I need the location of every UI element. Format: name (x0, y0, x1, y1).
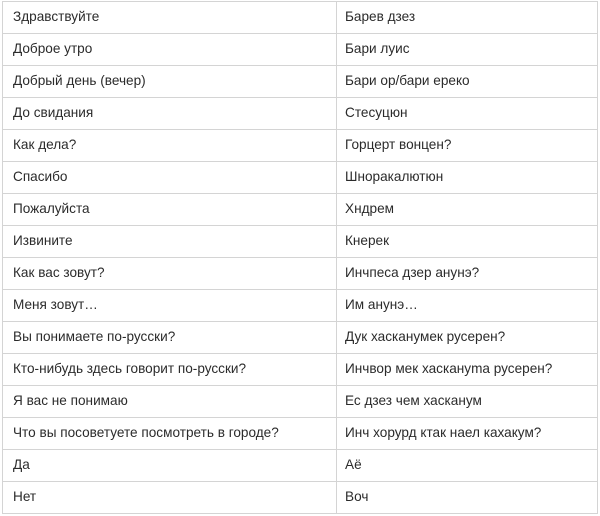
armenian-phrase-cell: Бари луис (337, 34, 598, 66)
table-row (3, 290, 598, 322)
russian-phrase-cell: Как дела? (3, 130, 337, 162)
russian-phrase-cell: Доброе утро (3, 34, 337, 66)
russian-phrase-cell: Да (3, 450, 337, 482)
table-row (3, 322, 598, 354)
russian-phrase-cell: Пожалуйста (3, 194, 337, 226)
russian-phrase-cell: Кто-нибудь здесь говорит по-русски? (3, 354, 337, 386)
russian-phrase-cell: Спасибо (3, 162, 337, 194)
table-row (3, 354, 598, 386)
russian-phrase-cell: Как вас зовут? (3, 258, 337, 290)
phrase-table (2, 1, 598, 514)
table-row (3, 162, 598, 194)
table-row (3, 386, 598, 418)
armenian-phrase-cell: Дук хасканумек русерен? (337, 322, 598, 354)
russian-phrase-cell: Что вы посоветуете посмотреть в городе? (3, 418, 337, 450)
russian-phrase-cell: До свидания (3, 98, 337, 130)
phrase-table-body (3, 2, 598, 514)
table-row (3, 98, 598, 130)
russian-phrase-cell: Здравствуйте (3, 2, 337, 34)
armenian-phrase-cell: Инчвор мек хаскануma русерен? (337, 354, 598, 386)
table-row (3, 482, 598, 514)
armenian-phrase-cell: Барев дзез (337, 2, 598, 34)
russian-phrase-cell: Извините (3, 226, 337, 258)
armenian-phrase-cell: Хндрем (337, 194, 598, 226)
table-row (3, 258, 598, 290)
russian-phrase-cell: Я вас не понимаю (3, 386, 337, 418)
table-row (3, 194, 598, 226)
armenian-phrase-cell: Кнерек (337, 226, 598, 258)
table-row (3, 130, 598, 162)
armenian-phrase-cell: Им анунэ… (337, 290, 598, 322)
armenian-phrase-cell: Ес дзез чем хасканум (337, 386, 598, 418)
armenian-phrase-cell: Воч (337, 482, 598, 514)
armenian-phrase-cell: Бари ор/бари ереко (337, 66, 598, 98)
armenian-phrase-cell: Шноракалютюн (337, 162, 598, 194)
armenian-phrase-cell: Инч хорурд ктак наел кахакум? (337, 418, 598, 450)
table-row (3, 450, 598, 482)
russian-phrase-cell: Добрый день (вечер) (3, 66, 337, 98)
russian-phrase-cell: Вы понимаете по-русски? (3, 322, 337, 354)
armenian-phrase-cell: Аё (337, 450, 598, 482)
table-row (3, 34, 598, 66)
table-row (3, 66, 598, 98)
table-row (3, 418, 598, 450)
armenian-phrase-cell: Стесуцюн (337, 98, 598, 130)
armenian-phrase-cell: Горцерт вонцен? (337, 130, 598, 162)
russian-phrase-cell: Меня зовут… (3, 290, 337, 322)
russian-phrase-cell: Нет (3, 482, 337, 514)
table-row (3, 226, 598, 258)
table-row (3, 2, 598, 34)
armenian-phrase-cell: Инчпеса дзер анунэ? (337, 258, 598, 290)
